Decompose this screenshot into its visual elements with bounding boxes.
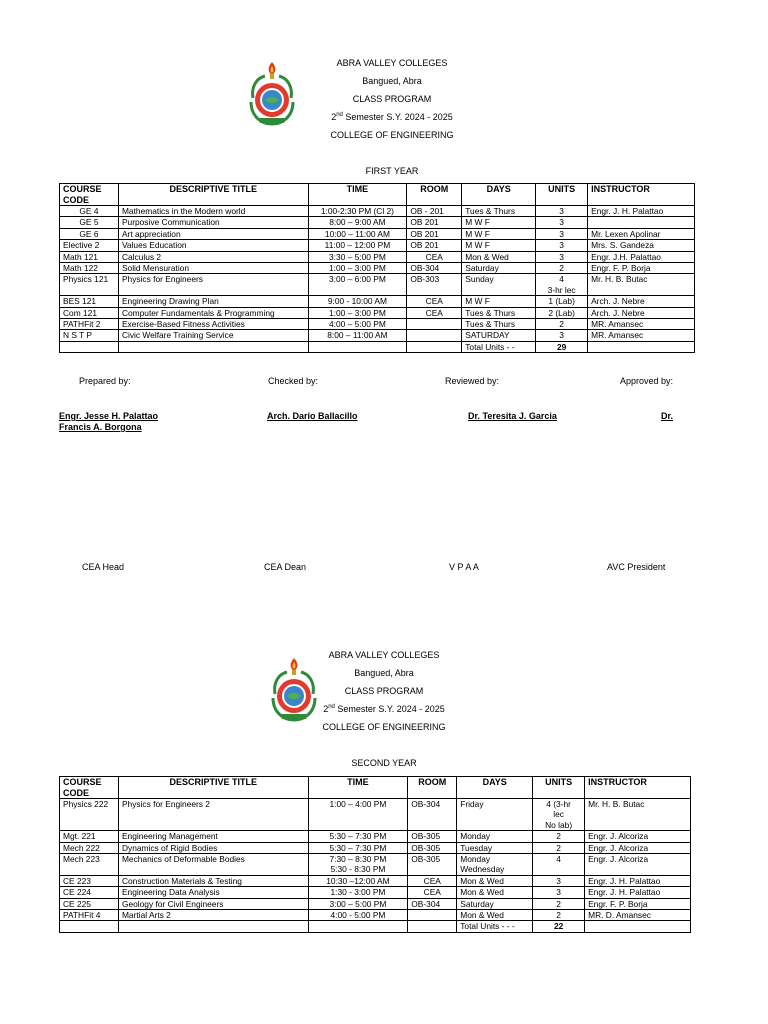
- room-cell: CEA: [407, 307, 462, 318]
- time-cell: 4:00 - 5:00 PM: [308, 910, 408, 921]
- course-code-cell: Mech 222: [60, 842, 119, 853]
- room-cell: OB 201: [407, 240, 462, 251]
- days-cell: Sunday: [462, 274, 536, 296]
- descriptive-title-cell: Civic Welfare Training Service: [118, 330, 308, 341]
- time-cell: 7:30 – 8:30 PM 5:30 - 8:30 PM: [308, 854, 408, 876]
- course-code-cell: Elective 2: [60, 240, 119, 251]
- checked-by-name: Arch. Dario Ballacillo: [267, 411, 358, 421]
- time-cell: 3:30 – 5:00 PM: [308, 251, 407, 262]
- units-cell: 2: [533, 831, 585, 842]
- days-cell: Tuesday: [457, 842, 533, 853]
- table-row: [60, 263, 695, 274]
- reviewed-by-name: Dr. Teresita J. Garcia: [468, 411, 557, 421]
- empty-cell: [408, 921, 457, 932]
- table-row: [60, 217, 695, 228]
- table-row: [60, 330, 695, 341]
- room-cell: CEA: [407, 296, 462, 307]
- course-code-cell: Mgt. 221: [60, 831, 119, 842]
- time-cell: 9:00 - 10:00 AM: [308, 296, 407, 307]
- descriptive-title-cell: Geology for Civil Engineers: [118, 898, 308, 909]
- units-cell: 3: [533, 887, 585, 898]
- descriptive-title-cell: Engineering Drawing Plan: [118, 296, 308, 307]
- col-header-time: TIME: [308, 184, 407, 206]
- days-cell: M W F: [462, 296, 536, 307]
- time-cell: 4:00 – 5:00 PM: [308, 319, 407, 330]
- days-cell: Mon & Wed: [457, 910, 533, 921]
- descriptive-title-cell: Purposive Communication: [118, 217, 308, 228]
- descriptive-title-cell: Calculus 2: [118, 251, 308, 262]
- descriptive-title-cell: Dynamics of Rigid Bodies: [118, 842, 308, 853]
- units-cell: 3: [536, 206, 588, 217]
- col-header-instructor: INSTRUCTOR: [588, 184, 695, 206]
- units-cell: 2: [533, 842, 585, 853]
- approved-by-name-part1: Dr.: [661, 411, 674, 421]
- descriptive-title-cell: Solid Mensuration: [118, 263, 308, 274]
- empty-cell: [60, 921, 119, 932]
- units-cell: 4 (3-hr lec No lab): [533, 799, 585, 831]
- empty-cell: [308, 921, 408, 932]
- room-cell: OB - 201: [407, 206, 462, 217]
- col-header-code: COURSE CODE: [60, 184, 119, 206]
- room-cell: OB 201: [407, 217, 462, 228]
- days-cell: SATURDAY: [462, 330, 536, 341]
- room-cell: [408, 910, 457, 921]
- course-code-cell: Mech 223: [60, 854, 119, 876]
- descriptive-title-cell: Art appreciation: [118, 228, 308, 239]
- course-code-cell: Physics 121: [60, 274, 119, 296]
- days-cell: Tues & Thurs: [462, 206, 536, 217]
- table-row: [60, 831, 691, 842]
- time-cell: 3:00 – 5:00 PM: [308, 898, 408, 909]
- empty-cell: [585, 921, 691, 932]
- room-cell: OB-305: [408, 842, 457, 853]
- days-cell: Monday: [457, 831, 533, 842]
- table-row: [60, 206, 695, 217]
- total-units-label: Total Units - - -: [457, 921, 533, 932]
- checked-by-label: Checked by:: [268, 376, 319, 386]
- units-cell: 3: [536, 228, 588, 239]
- instructor-cell: Engr. J. Alcoriza: [585, 854, 691, 876]
- prepared-by-name: Engr. Jesse H. Palattao: [59, 411, 159, 421]
- time-cell: 10:30 –12:00 AM: [308, 875, 408, 886]
- instructor-cell: Mr. Lexen Apolinar: [588, 228, 695, 239]
- table-row: [60, 898, 691, 909]
- empty-cell: [407, 341, 462, 352]
- days-cell: M W F: [462, 228, 536, 239]
- course-code-cell: GE 4: [60, 206, 119, 217]
- units-cell: 3: [536, 251, 588, 262]
- days-cell: Mon & Wed: [457, 875, 533, 886]
- col-header-time: TIME: [308, 777, 408, 799]
- days-cell: Friday: [457, 799, 533, 831]
- instructor-cell: Engr. J. Alcoriza: [585, 842, 691, 853]
- course-code-cell: PATHFit 4: [60, 910, 119, 921]
- course-code-cell: GE 5: [60, 217, 119, 228]
- prepared-by-role: CEA Head: [82, 562, 125, 572]
- units-cell: 1 (Lab): [536, 296, 588, 307]
- table-row: [60, 887, 691, 898]
- room-cell: CEA: [407, 251, 462, 262]
- units-cell: 4: [533, 854, 585, 876]
- units-cell: 2: [533, 910, 585, 921]
- col-header-days: DAYS: [457, 777, 533, 799]
- days-cell: Saturday: [462, 263, 536, 274]
- descriptive-title-cell: Mathematics in the Modern world: [118, 206, 308, 217]
- checked-by-role: CEA Dean: [264, 562, 307, 572]
- page1-header: [8, 54, 768, 180]
- total-units-row: [60, 341, 695, 352]
- col-header-days: DAYS: [462, 184, 536, 206]
- instructor-cell: Arch. J. Nebre: [588, 296, 695, 307]
- days-cell: Mon & Wed: [457, 887, 533, 898]
- days-cell: Monday Wednesday: [457, 854, 533, 876]
- room-cell: [407, 319, 462, 330]
- room-cell: CEA: [408, 887, 457, 898]
- instructor-cell: Mr. H. B. Butac: [588, 274, 695, 296]
- approved-by-role: AVC President: [607, 562, 666, 572]
- units-cell: 2: [533, 898, 585, 909]
- days-cell: Mon & Wed: [462, 251, 536, 262]
- room-cell: OB-304: [407, 263, 462, 274]
- reviewed-by-label: Reviewed by:: [445, 376, 500, 386]
- document-title-2: CLASS PROGRAM: [344, 686, 424, 696]
- course-code-cell: Physics 222: [60, 799, 119, 831]
- instructor-cell: Engr. J. H. Palattao: [585, 875, 691, 886]
- days-cell: M W F: [462, 240, 536, 251]
- table-row: [60, 842, 691, 853]
- room-cell: CEA: [408, 875, 457, 886]
- course-code-cell: GE 6: [60, 228, 119, 239]
- room-cell: OB-304: [408, 799, 457, 831]
- college-name: COLLEGE OF ENGINEERING: [330, 130, 454, 140]
- course-code-cell: CE 223: [60, 875, 119, 886]
- course-code-cell: BES 121: [60, 296, 119, 307]
- descriptive-title-cell: Computer Fundamentals & Programming: [118, 307, 308, 318]
- units-cell: 3: [536, 240, 588, 251]
- table-row: [60, 251, 695, 262]
- reviewed-by-role: V P A A: [449, 562, 479, 572]
- col-header-units: UNITS: [533, 777, 585, 799]
- instructor-cell: Arch. J. Nebre: [588, 307, 695, 318]
- empty-cell: [308, 341, 407, 352]
- course-code-cell: CE 225: [60, 898, 119, 909]
- room-cell: OB 201: [407, 228, 462, 239]
- total-units-row: [60, 921, 691, 932]
- instructor-cell: Engr. J. H. Palattao: [588, 206, 695, 217]
- table-row: [60, 228, 695, 239]
- units-cell: 3: [533, 875, 585, 886]
- descriptive-title-cell: Exercise-Based Fitness Activities: [118, 319, 308, 330]
- time-cell: 1:00-2:30 PM (Cl 2): [308, 206, 407, 217]
- instructor-cell: Mrs. S. Gandeza: [588, 240, 695, 251]
- table-row: [60, 274, 695, 296]
- col-header-title: DESCRIPTIVE TITLE: [118, 184, 308, 206]
- approved-by-name-part2: Francis A. Borgona: [59, 422, 142, 432]
- room-cell: OB-305: [408, 831, 457, 842]
- empty-cell: [588, 341, 695, 352]
- time-cell: 8:00 – 9:00 AM: [308, 217, 407, 228]
- course-code-cell: PATHFit 2: [60, 319, 119, 330]
- table-header-row: [60, 184, 695, 206]
- instructor-cell: Mr. H. B. Butac: [585, 799, 691, 831]
- course-code-cell: Math 122: [60, 263, 119, 274]
- year-level-2: SECOND YEAR: [351, 758, 417, 768]
- units-cell: 2: [536, 263, 588, 274]
- school-location: Bangued, Abra: [362, 76, 422, 86]
- col-header-units: UNITS: [536, 184, 588, 206]
- descriptive-title-cell: Engineering Data Analysis: [118, 887, 308, 898]
- room-cell: OB-304: [408, 898, 457, 909]
- total-units-label: Total Units - -: [462, 341, 536, 352]
- col-header-instructor: INSTRUCTOR: [585, 777, 691, 799]
- table-row: [60, 854, 691, 876]
- college-name-2: COLLEGE OF ENGINEERING: [322, 722, 446, 732]
- time-cell: 1:00 – 3:00 PM: [308, 307, 407, 318]
- descriptive-title-cell: Martial Arts 2: [118, 910, 308, 921]
- table-row: [60, 319, 695, 330]
- instructor-cell: MR. Amansec: [588, 330, 695, 341]
- room-cell: OB-303: [407, 274, 462, 296]
- table-row: [60, 875, 691, 886]
- units-cell: 4 3-hr lec: [536, 274, 588, 296]
- total-units-value: 22: [533, 921, 585, 932]
- course-code-cell: CE 224: [60, 887, 119, 898]
- table-row: [60, 799, 691, 831]
- instructor-cell: Engr. J. Alcoriza: [585, 831, 691, 842]
- time-cell: 1:00 – 3:00 PM: [308, 263, 407, 274]
- descriptive-title-cell: Physics for Engineers: [118, 274, 308, 296]
- days-cell: Saturday: [457, 898, 533, 909]
- col-header-room: ROOM: [408, 777, 457, 799]
- room-cell: [407, 330, 462, 341]
- school-location-2: Bangued, Abra: [354, 668, 414, 678]
- instructor-cell: Engr. F. P. Borja: [585, 898, 691, 909]
- table-row: [60, 240, 695, 251]
- instructor-cell: MR. Amansec: [588, 319, 695, 330]
- empty-cell: [118, 921, 308, 932]
- time-cell: 1:30 - 3:00 PM: [308, 887, 408, 898]
- descriptive-title-cell: Mechanics of Deformable Bodies: [118, 854, 308, 876]
- instructor-cell: MR. D. Amansec: [585, 910, 691, 921]
- total-units-value: 29: [536, 341, 588, 352]
- empty-cell: [60, 341, 119, 352]
- units-cell: 3: [536, 330, 588, 341]
- time-cell: 10:00 – 11:00 AM: [308, 228, 407, 239]
- semester-line: 2nd Semester S.Y. 2024 - 2025: [331, 112, 453, 122]
- prepared-by-label: Prepared by:: [79, 376, 131, 386]
- col-header-code: COURSE CODE: [60, 777, 119, 799]
- time-cell: 8:00 – 11:00 AM: [308, 330, 407, 341]
- units-cell: 2: [536, 319, 588, 330]
- days-cell: Tues & Thurs: [462, 319, 536, 330]
- document-title: CLASS PROGRAM: [352, 94, 432, 104]
- descriptive-title-cell: Physics for Engineers 2: [118, 799, 308, 831]
- units-cell: 2 (Lab): [536, 307, 588, 318]
- descriptive-title-cell: Engineering Management: [118, 831, 308, 842]
- days-cell: Tues & Thurs: [462, 307, 536, 318]
- school-name-2: ABRA VALLEY COLLEGES: [328, 650, 440, 660]
- time-cell: 5:30 – 7:30 PM: [308, 842, 408, 853]
- empty-cell: [118, 341, 308, 352]
- table-row: [60, 910, 691, 921]
- table-row: [60, 296, 695, 307]
- table-header-row: [60, 777, 691, 799]
- instructor-cell: Engr. J.H. Palattao: [588, 251, 695, 262]
- room-cell: OB-305: [408, 854, 457, 876]
- course-code-cell: N S T P: [60, 330, 119, 341]
- semester-line-2: 2nd Semester S.Y. 2024 - 2025: [323, 704, 445, 714]
- first-year-schedule-table: [59, 183, 695, 353]
- time-cell: 1:00 – 4:00 PM: [308, 799, 408, 831]
- descriptive-title-cell: Values Education: [118, 240, 308, 251]
- col-header-title: DESCRIPTIVE TITLE: [118, 777, 308, 799]
- approved-by-label: Approved by:: [620, 376, 674, 386]
- course-code-cell: Math 121: [60, 251, 119, 262]
- year-level: FIRST YEAR: [365, 166, 419, 176]
- descriptive-title-cell: Construction Materials & Testing: [118, 875, 308, 886]
- instructor-cell: Engr. F. P. Borja: [588, 263, 695, 274]
- days-cell: M W F: [462, 217, 536, 228]
- course-code-cell: Com 121: [60, 307, 119, 318]
- second-year-schedule-table: [59, 776, 691, 933]
- table-row: [60, 307, 695, 318]
- time-cell: 3:00 – 6:00 PM: [308, 274, 407, 296]
- school-name: ABRA VALLEY COLLEGES: [336, 58, 448, 68]
- time-cell: 5:30 – 7:30 PM: [308, 831, 408, 842]
- page2-header: [0, 646, 768, 772]
- instructor-cell: [588, 217, 695, 228]
- units-cell: 3: [536, 217, 588, 228]
- instructor-cell: Engr. J. H. Palattao: [585, 887, 691, 898]
- time-cell: 11:00 – 12:00 PM: [308, 240, 407, 251]
- col-header-room: ROOM: [407, 184, 462, 206]
